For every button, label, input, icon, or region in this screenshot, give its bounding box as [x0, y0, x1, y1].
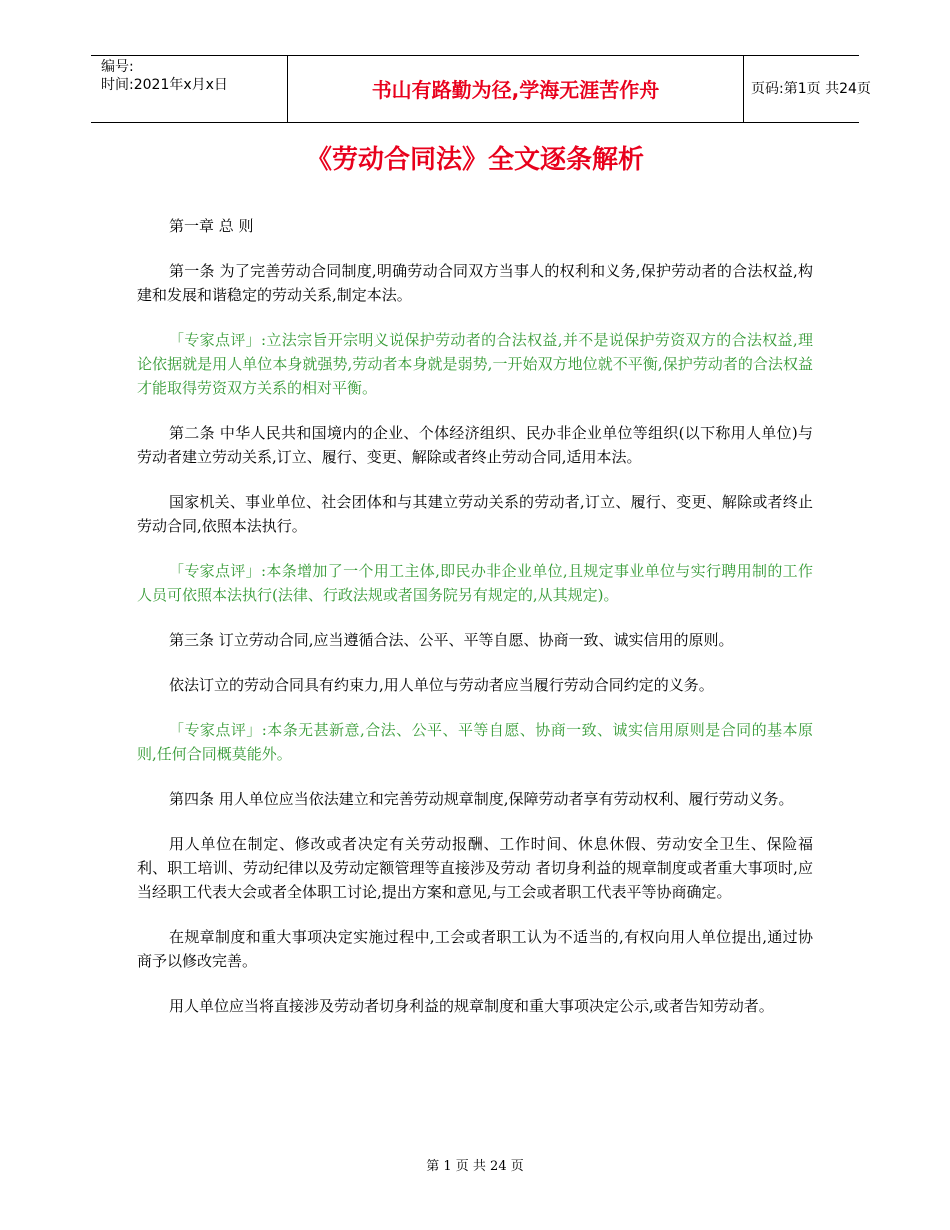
header-page-cell [743, 56, 871, 122]
page-footer: 第 1 页 共 24 页 [426, 1159, 524, 1174]
article-3: 第三条 订立劳动合同,应当遵循合法、公平、平等自愿、协商一致、诚实信用的原则。 [169, 631, 734, 649]
time-label: 时间:2021年x月x日 [101, 77, 228, 93]
article-4-para-2: 用人单位在制定、修改或者决定有关劳动报酬、工作时间、休息休假、劳动安全卫生、保险福利、职工培训、劳动纪律以及劳动定额管理等直接涉及劳动 者切身利益的规章制度或者重大事项时,应当经职工代表大会或者全体职工讨论,提出方案和意见,与工会或者职工代表平等协商确定。 [137, 835, 813, 901]
page-header [91, 55, 871, 123]
expert-comment-3: 「专家点评」:本条无甚新意,合法、公平、平等自愿、协商一致、诚实信用原则是合同的基本原则,任何合同概莫能外。 [137, 721, 813, 763]
document-title: 《劳动合同法》全文逐条解析 [305, 145, 644, 175]
article-2-para-2: 国家机关、事业单位、社会团体和与其建立劳动关系的劳动者,订立、履行、变更、解除或者终止劳动合同,依照本法执行。 [137, 493, 813, 535]
header-page-info: 页码:第1页 共24页 [751, 81, 871, 97]
chapter-heading: 第一章 总 则 [169, 217, 254, 235]
article-2: 第二条 中华人民共和国境内的企业、个体经济组织、民办非企业单位等组织(以下称用人单位)与劳动者建立劳动关系,订立、履行、变更、解除或者终止劳动合同,适用本法。 [137, 424, 813, 466]
article-1: 第一条 为了完善劳动合同制度,明确劳动合同双方当事人的权利和义务,保护劳动者的合法权益,构建和发展和谐稳定的劳动关系,制定本法。 [137, 262, 813, 304]
header-motto-cell [287, 56, 744, 122]
document-body [137, 214, 813, 1039]
header-meta [91, 56, 287, 122]
article-4-para-3: 在规章制度和重大事项决定实施过程中,工会或者职工认为不适当的,有权向用人单位提出,通过协商予以修改完善。 [137, 928, 813, 970]
article-3-para-2: 依法订立的劳动合同具有约束力,用人单位与劳动者应当履行劳动合同约定的义务。 [169, 676, 714, 694]
header-motto: 书山有路勤为径,学海无涯苦作舟 [371, 78, 660, 102]
article-4-para-4: 用人单位应当将直接涉及劳动者切身利益的规章制度和重大事项决定公示,或者告知劳动者。 [169, 997, 774, 1015]
expert-comment-2: 「专家点评」:本条增加了一个用工主体,即民办非企业单位,且规定事业单位与实行聘用制的工作人员可依照本法执行(法律、行政法规或者国务院另有规定的,从其规定)。 [137, 562, 813, 604]
expert-comment-1: 「专家点评」:立法宗旨开宗明义说保护劳动者的合法权益,并不是说保护劳资双方的合法权益,理论依据就是用人单位本身就强势,劳动者本身就是弱势,一开始双方地位就不平衡,保护劳动者的合法权益才能取得劳资双方关系的相对平衡。 [137, 331, 813, 397]
article-4: 第四条 用人单位应当依法建立和完善劳动规章制度,保障劳动者享有劳动权利、履行劳动义务。 [169, 790, 794, 808]
serial-label: 编号: [101, 59, 134, 75]
